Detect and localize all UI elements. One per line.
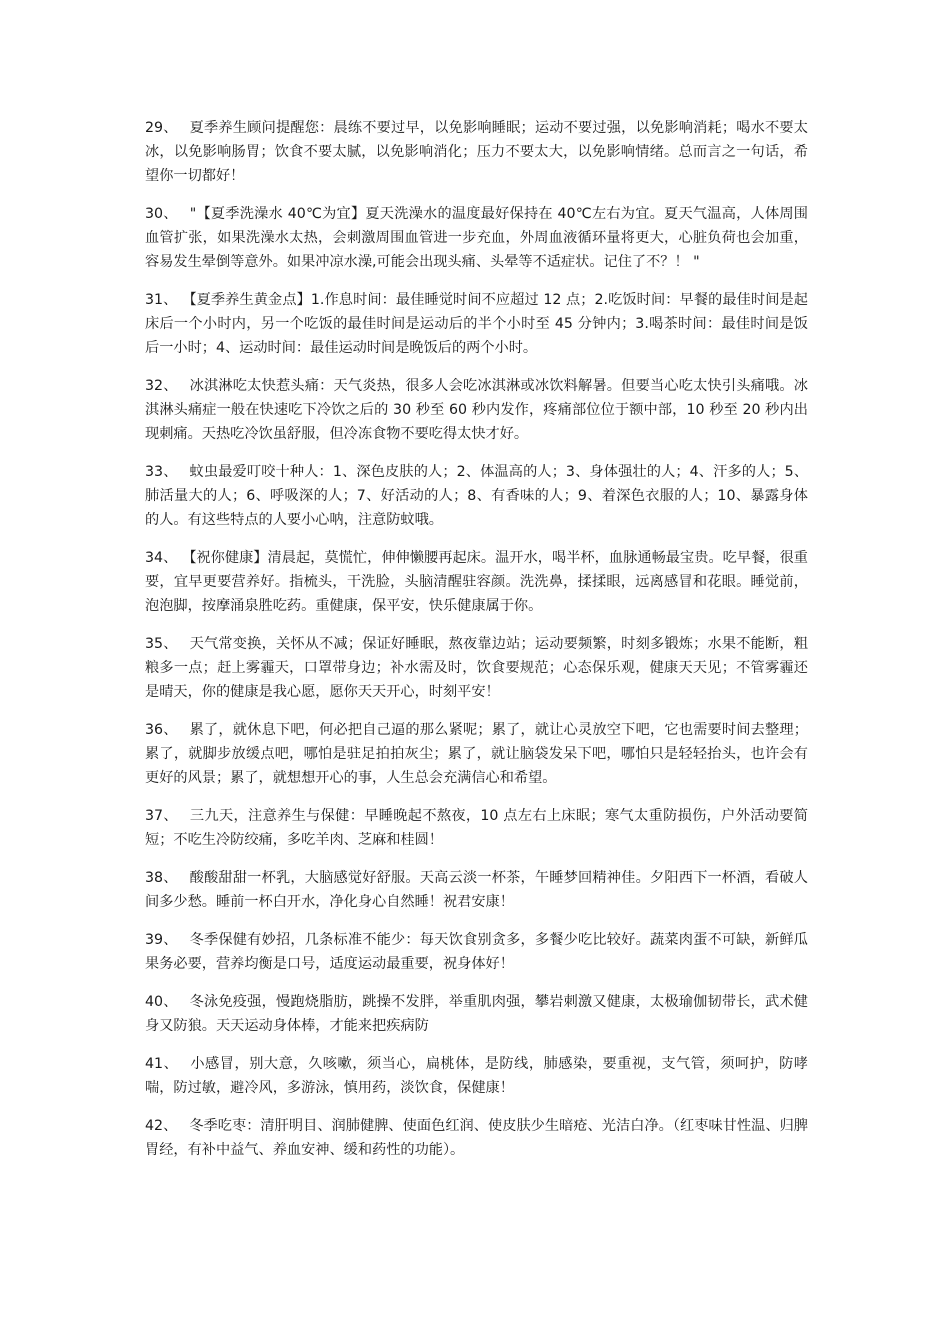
paragraph-32 — [145, 374, 808, 446]
item-number: 36、 — [145, 722, 178, 738]
item-number: 33、 — [145, 464, 178, 480]
paragraph-33 — [145, 460, 808, 532]
item-number: 37、 — [145, 808, 178, 824]
paragraph-37 — [145, 804, 808, 852]
item-text: 三九天，注意养生与保健：早睡晚起不熬夜，10 点左右上床眠；寒气太重防损伤，户外活动要简短；不吃生冷防绞痛，多吃羊肉、芝麻和桂圆！ — [145, 808, 808, 848]
paragraph-30 — [145, 202, 808, 274]
paragraph-36 — [145, 718, 808, 790]
paragraph-40 — [145, 990, 808, 1038]
item-text: 小感冒，别大意，久咳嗽，须当心，扁桃体，是防线，肺感染，要重视，支气管，须呵护，防哮喘，防过敏，避冷风，多游泳，慎用药，淡饮食，保健康！ — [145, 1056, 808, 1096]
item-number: 40、 — [145, 994, 178, 1010]
item-text: 冬泳免疫强，慢跑烧脂肪，跳操不发胖，举重肌肉强，攀岩刺激又健康，太极瑜伽韧带长，武术健身又防狼。天天运动身体棒，才能来把疾病防 — [145, 994, 808, 1034]
item-text: 夏季养生顾问提醒您：晨练不要过早，以免影响睡眠；运动不要过强，以免影响消耗；喝水不要太冰，以免影响肠胃；饮食不要太腻，以免影响消化；压力不要太大，以免影响情绪。总而言之一句话，希望你一切都好！ — [145, 120, 808, 184]
item-text: 酸酸甜甜一杯乳，大脑感觉好舒服。天高云淡一杯茶，午睡梦回精神佳。夕阳西下一杯酒，看破人间多少愁。睡前一杯白开水，净化身心自然睡！祝君安康！ — [145, 870, 808, 910]
paragraph-39 — [145, 928, 808, 976]
item-number: 34、 — [145, 550, 178, 566]
item-text: 累了，就休息下吧，何必把自己逼的那么紧呢；累了，就让心灵放空下吧，它也需要时间去整理；累了，就脚步放缓点吧，哪怕是驻足拍拍灰尘；累了，就让脑袋发呆下吧，哪怕只是轻轻抬头，也许会有更好的风景；累了，就想想开心的事，人生总会充满信心和希望。 — [145, 722, 808, 786]
item-number: 32、 — [145, 378, 178, 394]
item-number: 29、 — [145, 120, 178, 136]
paragraph-38 — [145, 866, 808, 914]
item-number: 38、 — [145, 870, 178, 886]
paragraph-31 — [145, 288, 808, 360]
item-number: 35、 — [145, 636, 178, 652]
paragraph-35 — [145, 632, 808, 704]
paragraph-41 — [145, 1052, 808, 1100]
item-number: 42、 — [145, 1118, 178, 1134]
paragraph-42 — [145, 1114, 808, 1162]
paragraph-34 — [145, 546, 808, 618]
item-number: 31、 — [145, 292, 178, 308]
item-text: 天气常变换，关怀从不减；保证好睡眠，熬夜靠边站；运动要频繁，时刻多锻炼；水果不能断，粗粮多一点；赶上雾霾天，口罩带身边；补水需及时，饮食要规范；心态保乐观，健康天天见；不管雾霾还是晴天，你的健康是我心愿，愿你天天开心，时刻平安！ — [145, 636, 808, 700]
item-text: 冬季保健有妙招，几条标准不能少：每天饮食别贪多，多餐少吃比较好。蔬菜肉蛋不可缺，新鲜瓜果务必要，营养均衡是口号，适度运动最重要，祝身体好！ — [145, 932, 808, 972]
item-number: 30、 — [145, 206, 178, 222]
item-number: 39、 — [145, 932, 178, 948]
document-body — [145, 116, 808, 1176]
item-number: 41、 — [145, 1056, 179, 1072]
item-text: 【祝你健康】清晨起，莫慌忙，伸伸懒腰再起床。温开水，喝半杯，血脉通畅最宝贵。吃早餐，很重要，宜早更要营养好。指梳头，干洗脸，头脑清醒驻容颜。洗洗鼻，揉揉眼，远离感冒和花眼。睡觉前，泡泡脚，按摩涌泉胜吃药。重健康，保平安，快乐健康属于你。 — [145, 550, 808, 614]
item-text: 冬季吃枣：清肝明目、润肺健脾、使面色红润、使皮肤少生暗疮、光洁白净。（红枣味甘性温、归脾胃经，有补中益气、养血安神、缓和药性的功能）。 — [145, 1118, 808, 1158]
item-text: 【夏季养生黄金点】1.作息时间：最佳睡觉时间不应超过 12 点；2.吃饭时间：早餐的最佳时间是起床后一个小时内，另一个吃饭的最佳时间是运动后的半个小时至 45 分钟内；3.喝茶时间：最佳时间是饭后一小时；4、运动时间：最佳运动时间是晚饭后的两个小时。 — [145, 292, 808, 356]
paragraph-29 — [145, 116, 808, 188]
item-text: 蚊虫最爱叮咬十种人：1、深色皮肤的人；2、体温高的人；3、身体强壮的人；4、汗多的人；5、肺活量大的人；6、呼吸深的人；7、好活动的人；8、有香味的人；9、着深色衣服的人；10、暴露身体的人。有这些特点的人要小心呐，注意防蚊哦。 — [145, 464, 809, 528]
item-text: "【夏季洗澡水 40℃为宜】夏天洗澡水的温度最好保持在 40℃左右为宜。夏天气温高，人体周围血管扩张，如果洗澡水太热，会刺激周围血管进一步充血，外周血液循环量将更大，心脏负荷也会加重，容易发生晕倒等意外。如果冲凉水澡,可能会出现头痛、头晕等不适症状。记住了不？！ " — [145, 206, 808, 270]
item-text: 冰淇淋吃太快惹头痛：天气炎热，很多人会吃冰淇淋或冰饮料解暑。但要当心吃太快引头痛哦。冰淇淋头痛症一般在快速吃下冷饮之后的 30 秒至 60 秒内发作，疼痛部位位于额中部，10 秒至 20 秒内出现刺痛。天热吃冷饮虽舒服，但冷冻食物不要吃得太快才好。 — [145, 378, 808, 442]
